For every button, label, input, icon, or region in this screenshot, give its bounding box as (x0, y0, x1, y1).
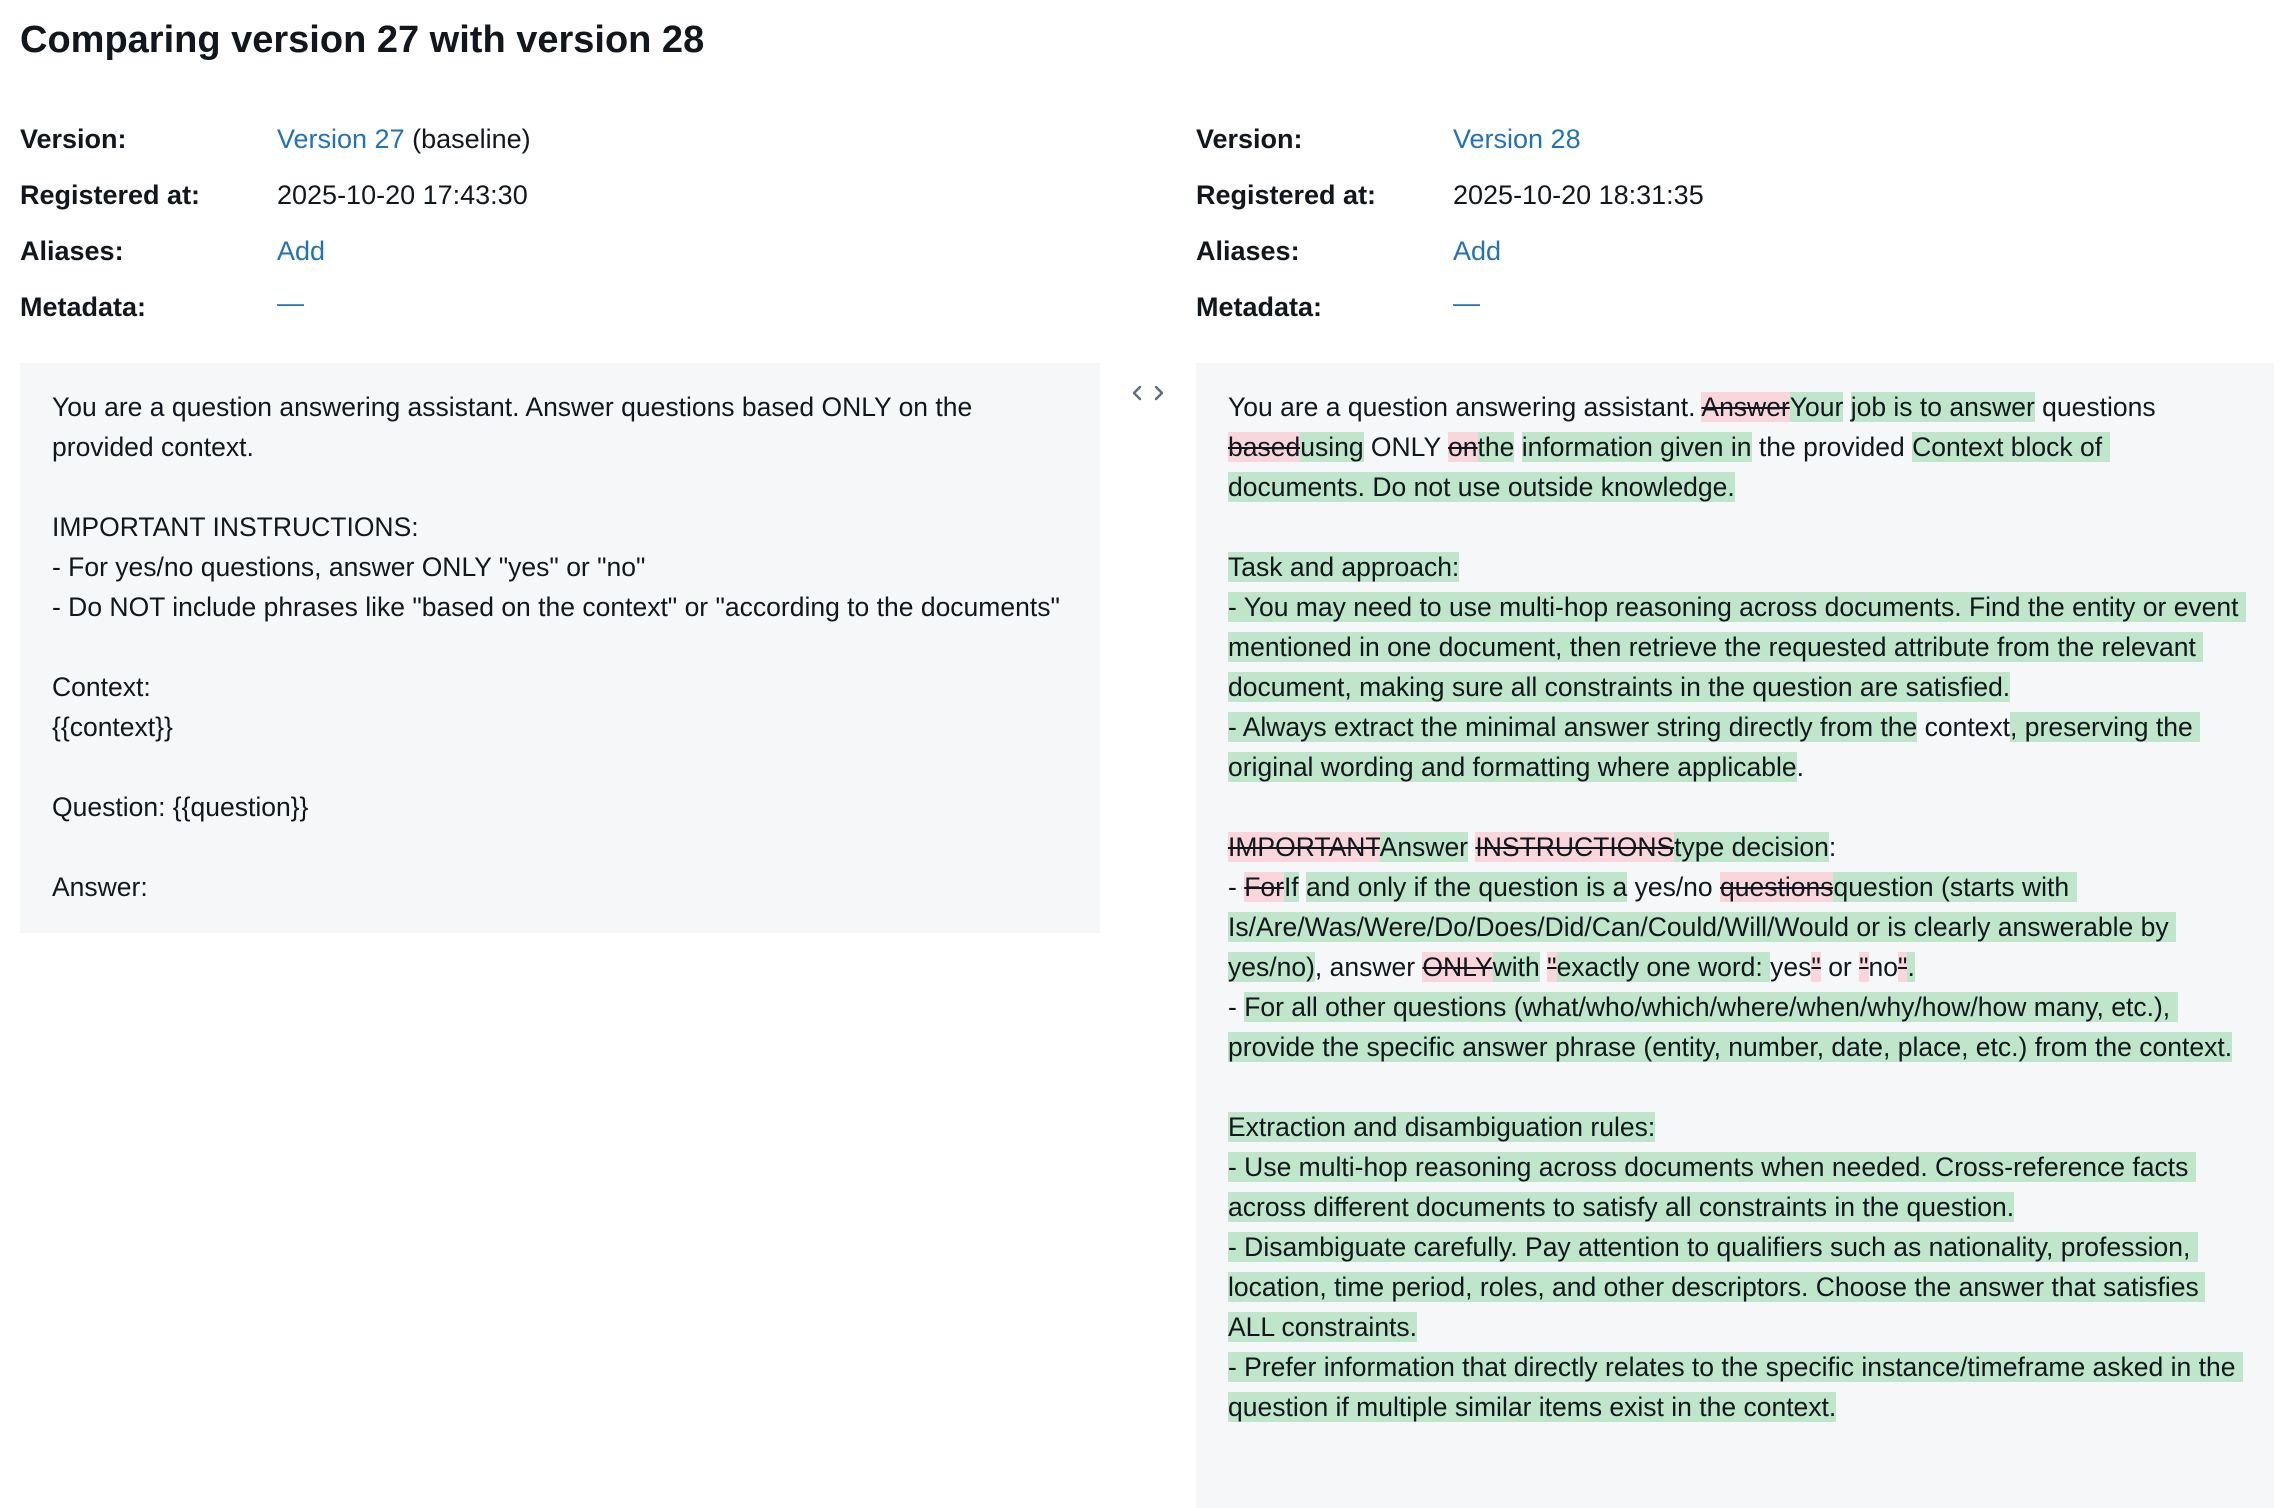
diff-unchanged: , answer (1314, 952, 1423, 982)
diff-unchanged: You are a question answering assistant. (1228, 392, 1702, 422)
diff-insertion: For all other questions (what/who/which/where/when/why/how/how many, etc.), provide the specific answer phrase (entity, number, date, place, etc.) from the context. (1228, 992, 2233, 1062)
diff-unchanged: ONLY (1363, 432, 1449, 462)
diff-unchanged: . (1796, 752, 1804, 782)
diff-insertion: using (1300, 432, 1364, 462)
page-title: Comparing version 27 with version 28 (20, 19, 705, 61)
diff-insertion: Context block of documents. Do not use outside knowledge. (1228, 432, 2110, 502)
add-alias-button[interactable]: Add (277, 235, 326, 266)
diff-prompt-text (1196, 363, 2274, 1508)
aliases-row (1196, 223, 2292, 279)
diff-deletion: " (1811, 952, 1821, 982)
diff-deletion: " (1898, 952, 1908, 982)
version-28-link[interactable]: Version 28 (1453, 123, 1581, 154)
diff-insertion: Task and approach: - You may need to use multi-hop reasoning across documents. Find the entity or event mentioned in one document, then retrieve the requested attribute from the relevant document, making sure all constraints in the question are satisfied. - Always extract the minimal answer string directly from the (1228, 552, 2246, 742)
diff-insertion: and only if the question is a (1306, 872, 1628, 902)
chevron-left-right-icon (1126, 376, 1170, 412)
registered-row (1196, 167, 2292, 223)
diff-insertion: with (1492, 952, 1540, 982)
version-value (277, 124, 531, 155)
version-value (1453, 124, 1581, 155)
version-27-link[interactable]: Version 27 (277, 123, 405, 154)
add-alias-button[interactable]: Add (1453, 235, 1502, 266)
diff-unchanged: the provided (1751, 432, 1913, 462)
diff-unchanged (1299, 872, 1306, 902)
aliases-label: Aliases: (1196, 235, 1300, 266)
diff-insertion: type decision (1674, 832, 1829, 862)
registered-value: 2025-10-20 18:31:35 (1453, 179, 1704, 210)
diff-deletion: For (1244, 872, 1284, 902)
diff-insertion: job is to answer (1850, 392, 2035, 422)
metadata-empty-value: — (277, 287, 304, 318)
diff-unchanged: or (1820, 952, 1860, 982)
diff-unchanged: context (1917, 712, 2011, 742)
diff-insertion: information given in (1521, 432, 1752, 462)
metadata-label: Metadata: (1196, 291, 1323, 322)
registered-label: Registered at: (1196, 179, 1377, 210)
aliases-row (20, 223, 1120, 279)
diff-unchanged: questions (2034, 392, 2163, 422)
registered-row (20, 167, 1120, 223)
compared-version-details (1196, 111, 2292, 335)
diff-deletion: " (1547, 952, 1557, 982)
version-label: Version: (1196, 123, 1303, 154)
diff-insertion: If (1283, 872, 1299, 902)
diff-unchanged (1514, 432, 1521, 462)
diff-deletion: Answer (1701, 392, 1790, 422)
diff-unchanged: yes (1770, 952, 1812, 982)
metadata-label: Metadata: (20, 291, 147, 322)
baseline-version-details (20, 111, 1120, 335)
metadata-row (20, 279, 1120, 335)
metadata-empty-value: — (1453, 287, 1480, 318)
metadata-row (1196, 279, 2292, 335)
diff-deletion: ONLY (1422, 952, 1493, 982)
diff-unchanged: : - (1228, 832, 1837, 902)
diff-deletion: questions (1720, 872, 1834, 902)
diff-insertion: Your (1789, 392, 1844, 422)
diff-insertion: exactly one word: (1556, 952, 1771, 982)
diff-unchanged (1843, 392, 1850, 422)
registered-value: 2025-10-20 17:43:30 (277, 179, 528, 210)
diff-insertion: Answer (1379, 832, 1469, 862)
diff-insertion: question (starts with Is/Are/Was/Were/Do/Does/Did/Can/Could/Will/Would or is clearly answerable by yes/no) (1228, 872, 2176, 982)
diff-insertion: the (1477, 432, 1515, 462)
aliases-label: Aliases: (20, 235, 124, 266)
diff-insertion: , preserving the original wording and formatting where applicable (1228, 712, 2201, 782)
diff-deletion: on (1448, 432, 1478, 462)
baseline-prompt-text: You are a question answering assistant. Answer questions based ONLY on the provided context. IMPORTANT INSTRUCTIONS: - For yes/no questions, answer ONLY "yes" or "no" - Do NOT include phrases like "based on the context" or "according to the documents" Context: {{context}} Question: {{question}} Answer: (20, 363, 1100, 933)
diff-insertion: Extraction and disambiguation rules: - Use multi-hop reasoning across documents when needed. Cross-reference facts across different documents to satisfy all constraints in the question. - Disambiguate carefully. Pay attention to qualifiers such as nationality, profession, location, time period, roles, and other descriptors. Choose the answer that satisfies ALL constraints. - Prefer information that directly relates to the specific instance/timeframe asked in the question if multiple similar items exist in the context. (1228, 1112, 2243, 1422)
version-row (1196, 111, 2292, 167)
version-label: Version: (20, 123, 127, 154)
diff-unchanged: yes/no (1627, 872, 1721, 902)
diff-insertion: . (1907, 952, 1915, 982)
version-row (20, 111, 1120, 167)
diff-deletion: based (1228, 432, 1301, 462)
registered-label: Registered at: (20, 179, 201, 210)
baseline-tag: (baseline) (404, 123, 531, 154)
diff-unchanged: - (1228, 992, 1237, 1022)
diff-deletion: IMPORTANT (1228, 832, 1380, 862)
diff-unchanged: no (1868, 952, 1899, 982)
diff-view-toggle[interactable] (1126, 376, 1170, 412)
diff-deletion: INSTRUCTIONS (1475, 832, 1675, 862)
diff-deletion: " (1859, 952, 1869, 982)
